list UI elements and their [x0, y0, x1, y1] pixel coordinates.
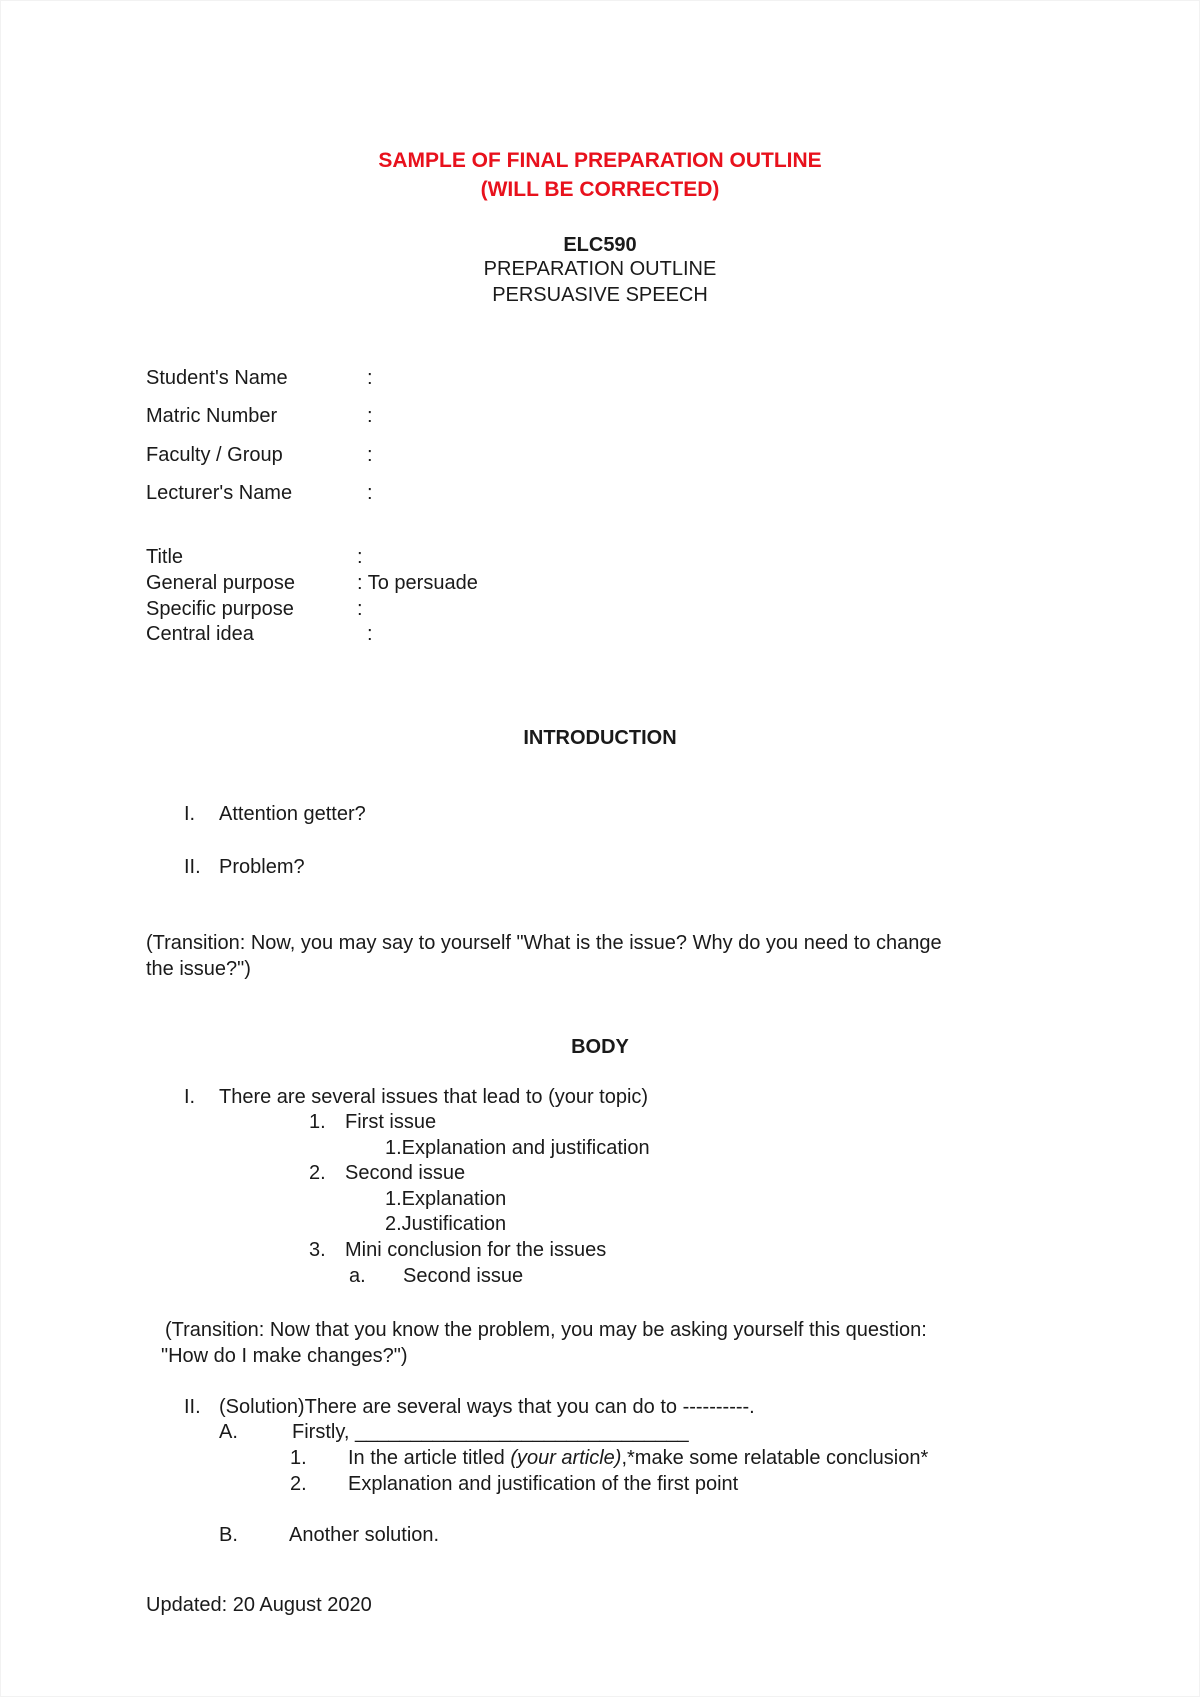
solution-sub-text — [348, 1448, 928, 1468]
body-point-text: There are several issues that lead to (your topic) — [219, 1086, 649, 1108]
body-subsub-text: 2.Justification — [385, 1213, 507, 1235]
field-sep-faculty-group: : — [367, 444, 373, 466]
doc-title-line2: (WILL BE CORRECTED) — [480, 178, 720, 201]
field-sep-lecturer-name: : — [367, 482, 373, 504]
body-sub-text: First issue — [345, 1111, 437, 1133]
doc-title-line1: SAMPLE OF FINAL PREPARATION OUTLINE — [378, 149, 822, 172]
field-label-central-idea: Central idea — [146, 623, 254, 645]
body-subsub-num: a. — [349, 1265, 366, 1287]
intro-transition-line2: the issue?") — [146, 958, 251, 980]
body-point-num: II. — [184, 1396, 201, 1418]
solution-letter: B. — [219, 1524, 238, 1546]
body-sub-text: Second issue — [345, 1162, 466, 1184]
solution-sub-num: 1. — [290, 1447, 307, 1469]
intro-item-num: II. — [184, 856, 201, 878]
field-label-student-name: Student's Name — [146, 367, 288, 389]
body-heading: BODY — [571, 1036, 629, 1058]
field-sep-student-name: : — [367, 367, 373, 389]
intro-item-text: Problem? — [219, 856, 305, 878]
body-subsub-text: Second issue — [403, 1265, 524, 1287]
field-label-general-purpose: General purpose — [146, 572, 295, 594]
body-sub-num: 1. — [309, 1111, 326, 1133]
body-subsub-text: 1.Explanation and justification — [385, 1137, 650, 1159]
body-sub-num: 2. — [309, 1162, 326, 1184]
body-point-num: I. — [184, 1086, 196, 1108]
subtitle-line1: PREPARATION OUTLINE — [483, 258, 717, 280]
solution-sub-text: Explanation and justification of the first point — [348, 1473, 739, 1495]
intro-transition-line1: (Transition: Now, you may say to yourself "What is the issue? Why do you need to change — [146, 932, 942, 954]
body-point-text: (Solution)There are several ways that you can do to ----------. — [219, 1396, 755, 1418]
solution-sub-num: 2. — [290, 1473, 307, 1495]
intro-item-text: Attention getter? — [219, 803, 366, 825]
body-transition-line2: "How do I make changes?") — [161, 1345, 408, 1367]
body-subsub-text: 1.Explanation — [385, 1188, 507, 1210]
article-suffix: ,*make some relatable conclusion* — [621, 1447, 929, 1469]
body-sub-text: Mini conclusion for the issues — [345, 1239, 607, 1261]
field-sep-matric-number: : — [367, 405, 373, 427]
solution-letter: A. — [219, 1421, 238, 1443]
subtitle-line2: PERSUASIVE SPEECH — [492, 284, 708, 306]
article-prefix: In the article titled — [348, 1447, 511, 1469]
intro-item-num: I. — [184, 803, 196, 825]
field-value-general-purpose: : To persuade — [357, 572, 478, 594]
field-sep-specific-purpose: : — [357, 598, 363, 620]
field-sep-central-idea: : — [367, 623, 373, 645]
body-transition-line1: (Transition: Now that you know the problem, you may be asking yourself this question: — [165, 1319, 927, 1341]
field-label-title: Title — [146, 546, 184, 568]
solution-text: Firstly, ______________________________ — [292, 1421, 689, 1443]
field-label-faculty-group: Faculty / Group — [146, 444, 283, 466]
solution-text: Another solution. — [289, 1524, 440, 1546]
course-code: ELC590 — [563, 234, 637, 256]
field-sep-title: : — [357, 546, 363, 568]
footer-updated: Updated: 20 August 2020 — [146, 1594, 372, 1616]
field-label-matric-number: Matric Number — [146, 405, 278, 427]
field-label-lecturer-name: Lecturer's Name — [146, 482, 293, 504]
body-sub-num: 3. — [309, 1239, 326, 1261]
field-label-specific-purpose: Specific purpose — [146, 598, 294, 620]
introduction-heading: INTRODUCTION — [523, 727, 677, 749]
article-italic: (your article) — [510, 1447, 622, 1469]
